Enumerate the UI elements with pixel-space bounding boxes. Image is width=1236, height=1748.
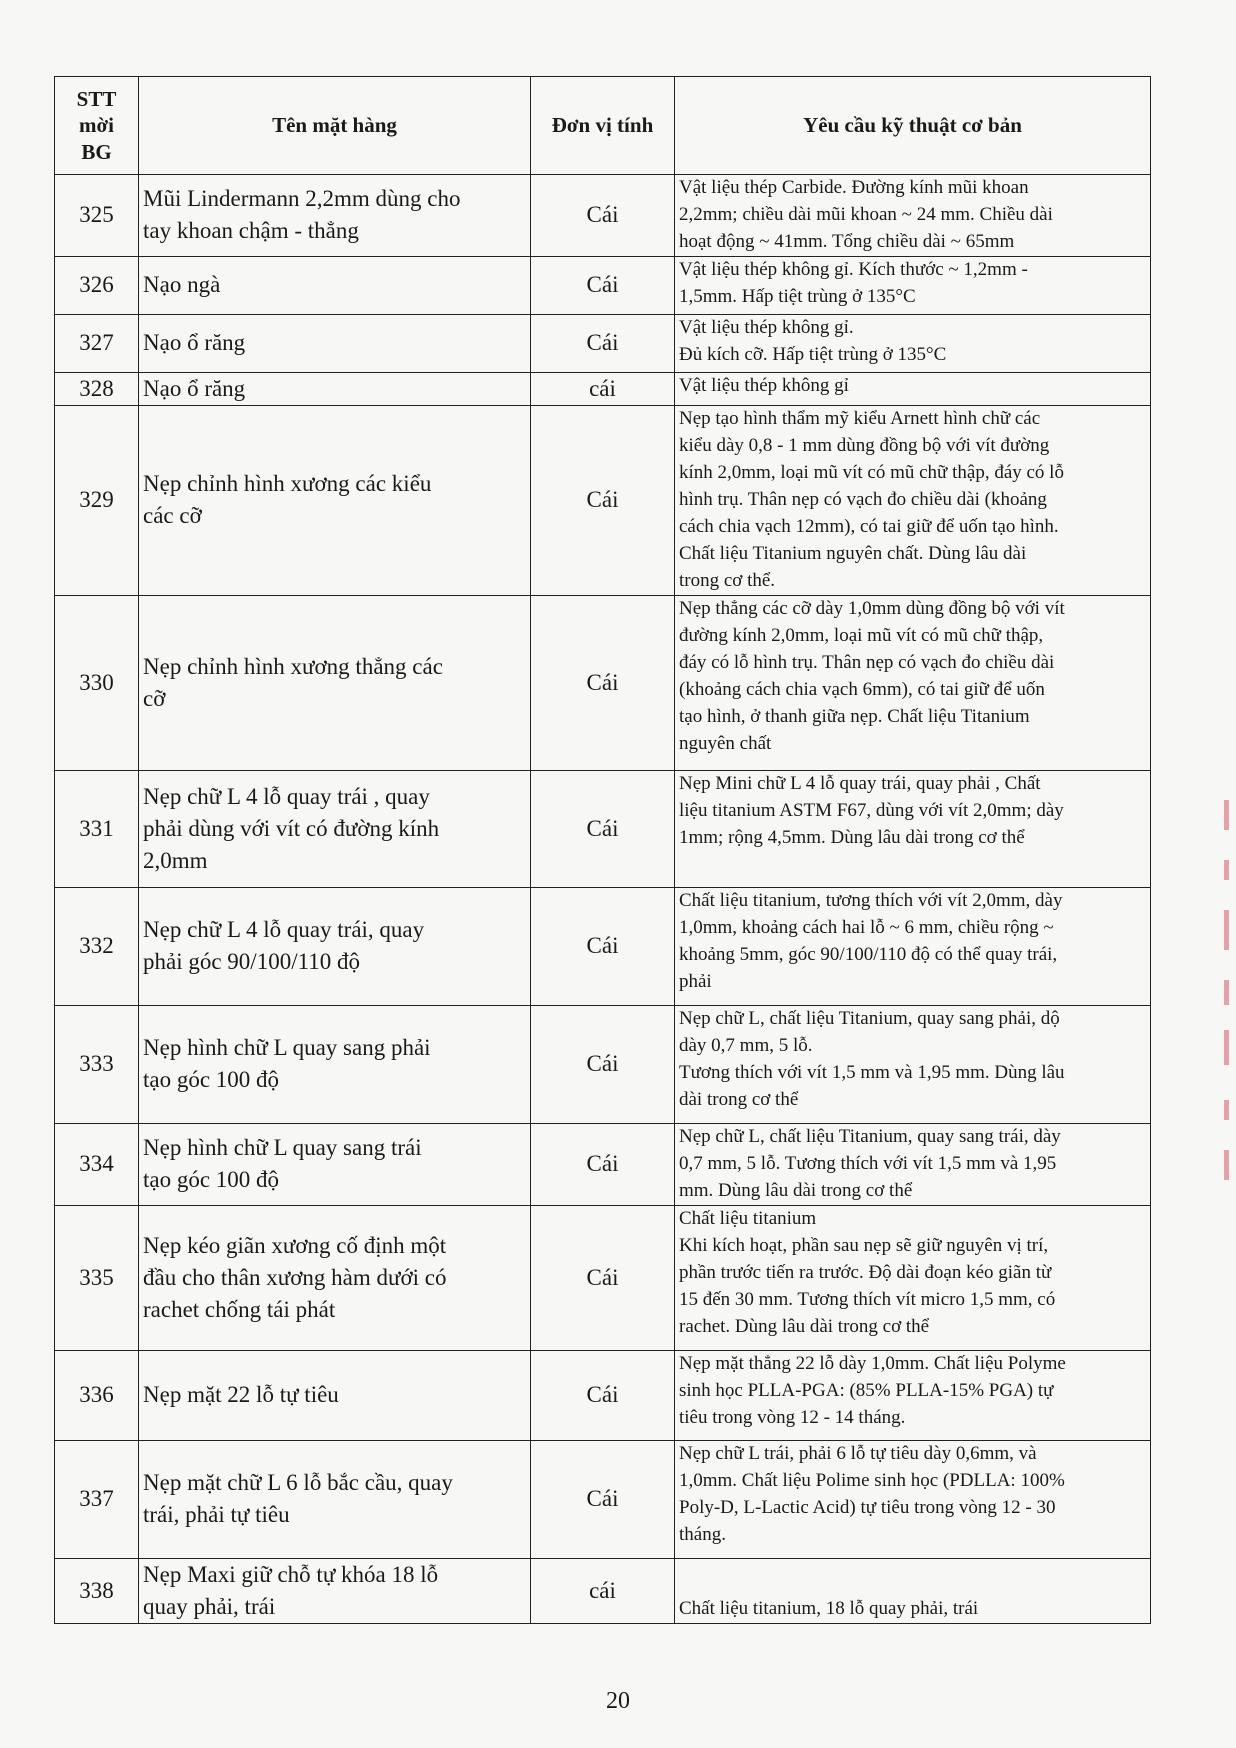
row-stt: 326 bbox=[55, 256, 139, 314]
row-requirement bbox=[675, 1123, 1151, 1205]
table-row bbox=[55, 595, 1151, 770]
row-unit: Cái bbox=[531, 314, 675, 372]
edge-stamp-marks bbox=[1224, 800, 1232, 1200]
table-row bbox=[55, 887, 1151, 1005]
item-name-line: rachet chống tái phát bbox=[143, 1296, 336, 1322]
requirement-line: cách chia vạch 12mm), có tai giữ để uốn tạo hình. bbox=[679, 515, 1059, 537]
row-unit: Cái bbox=[531, 1350, 675, 1440]
row-unit: Cái bbox=[531, 256, 675, 314]
row-requirement bbox=[675, 1558, 1151, 1623]
requirement-line: 2,2mm; chiều dài mũi khoan ~ 24 mm. Chiều dài bbox=[679, 203, 1053, 225]
requirement-line: Nẹp chữ L trái, phải 6 lỗ tự tiêu dày 0,6mm, và bbox=[679, 1442, 1037, 1464]
requirement-line: Nẹp thẳng các cỡ dày 1,0mm dùng đồng bộ với vít bbox=[679, 597, 1065, 619]
requirement-line: tiêu trong vòng 12 - 14 tháng. bbox=[679, 1406, 906, 1428]
requirement-line: Nẹp chữ L, chất liệu Titanium, quay sang trái, dày bbox=[679, 1125, 1061, 1147]
row-item-name bbox=[139, 1440, 531, 1558]
requirement-line: phần trước tiến ra trước. Độ dài đoạn kéo giãn từ bbox=[679, 1261, 1052, 1283]
requirement-line: liệu titanium ASTM F67, dùng với vít 2,0mm; dày bbox=[679, 799, 1064, 821]
requirement-line: Vật liệu thép không gỉ. Kích thước ~ 1,2mm - bbox=[679, 258, 1028, 280]
row-requirement bbox=[675, 406, 1151, 596]
row-item-name bbox=[139, 595, 531, 770]
table-row bbox=[55, 406, 1151, 596]
item-name-line: đầu cho thân xương hàm dưới có bbox=[143, 1264, 447, 1290]
row-stt: 327 bbox=[55, 314, 139, 372]
requirement-line: (khoảng cách chia vạch 6mm), có tai giữ để uốn bbox=[679, 678, 1045, 700]
requirement-line: Poly-D, L-Lactic Acid) tự tiêu trong vòng 12 - 30 bbox=[679, 1496, 1056, 1518]
row-requirement bbox=[675, 770, 1151, 887]
item-name-line: Nẹp chỉnh hình xương các kiểu bbox=[143, 471, 432, 497]
table-header-row bbox=[55, 77, 1151, 175]
table-row bbox=[55, 1005, 1151, 1123]
row-stt: 328 bbox=[55, 372, 139, 405]
item-name-line: Nẹp chữ L 4 lỗ quay trái, quay bbox=[143, 917, 425, 943]
item-name-line: quay phải, trái bbox=[143, 1593, 276, 1619]
header-name: Tên mặt hàng bbox=[139, 77, 531, 175]
requirement-line: Chất liệu titanium, 18 lỗ quay phải, trái bbox=[679, 1598, 979, 1620]
requirement-line: Nẹp mặt thẳng 22 lỗ dày 1,0mm. Chất liệu Polyme bbox=[679, 1352, 1066, 1374]
row-stt: 337 bbox=[55, 1440, 139, 1558]
row-item-name bbox=[139, 1205, 531, 1350]
table-row bbox=[55, 770, 1151, 887]
item-name-line: Nẹp hình chữ L quay sang phải bbox=[143, 1035, 431, 1061]
row-unit: cái bbox=[531, 1558, 675, 1623]
requirement-line: sinh học PLLA-PGA: (85% PLLA-15% PGA) tự bbox=[679, 1379, 1054, 1401]
row-unit: Cái bbox=[531, 1205, 675, 1350]
row-unit: Cái bbox=[531, 595, 675, 770]
requirement-line: Vật liệu thép không gỉ bbox=[679, 374, 849, 396]
row-stt: 334 bbox=[55, 1123, 139, 1205]
row-requirement bbox=[675, 372, 1151, 405]
row-requirement bbox=[675, 1440, 1151, 1558]
row-stt: 330 bbox=[55, 595, 139, 770]
row-item-name bbox=[139, 1123, 531, 1205]
requirement-line: rachet. Dùng lâu dài trong cơ thể bbox=[679, 1315, 930, 1337]
row-stt: 333 bbox=[55, 1005, 139, 1123]
row-item-name bbox=[139, 770, 531, 887]
row-item-name bbox=[139, 1558, 531, 1623]
requirement-line: dài trong cơ thể bbox=[679, 1088, 799, 1110]
requirement-line: đường kính 2,0mm, loại mũ vít có mũ chữ thập, bbox=[679, 624, 1044, 646]
item-name-line: tạo góc 100 độ bbox=[143, 1067, 280, 1093]
page-number: 20 bbox=[606, 1688, 630, 1714]
requirement-line: phải bbox=[679, 970, 712, 992]
requirement-line: hoạt động ~ 41mm. Tổng chiều dài ~ 65mm bbox=[679, 230, 1015, 252]
row-unit: Cái bbox=[531, 770, 675, 887]
item-name-line: Nẹp mặt chữ L 6 lỗ bắc cầu, quay bbox=[143, 1470, 453, 1496]
row-requirement bbox=[675, 256, 1151, 314]
table-row bbox=[55, 1440, 1151, 1558]
requirement-line: đáy có lỗ hình trụ. Thân nẹp có vạch đo chiều dài bbox=[679, 651, 1055, 673]
requirement-line: Đủ kích cỡ. Hấp tiệt trùng ở 135°C bbox=[679, 343, 947, 365]
requirement-line: Chất liệu titanium bbox=[679, 1207, 817, 1229]
requirement-line: mm. Dùng lâu dài trong cơ thể bbox=[679, 1179, 913, 1201]
item-name-line: Nẹp hình chữ L quay sang trái bbox=[143, 1135, 422, 1161]
item-name-line: các cỡ bbox=[143, 503, 202, 529]
item-name-line: Nạo ổ răng bbox=[143, 375, 246, 401]
row-item-name bbox=[139, 314, 531, 372]
requirement-line: 1,5mm. Hấp tiệt trùng ở 135°C bbox=[679, 285, 916, 307]
row-unit: Cái bbox=[531, 1005, 675, 1123]
requirement-line: Chất liệu Titanium nguyên chất. Dùng lâu dài bbox=[679, 542, 1027, 564]
item-name-line: tạo góc 100 độ bbox=[143, 1167, 280, 1193]
header-stt: STT mời BG bbox=[55, 77, 139, 175]
item-name-line: cỡ bbox=[143, 685, 166, 711]
table-row bbox=[55, 1123, 1151, 1205]
row-unit: Cái bbox=[531, 887, 675, 1005]
item-name-line: 2,0mm bbox=[143, 847, 208, 873]
item-name-line: trái, phải tự tiêu bbox=[143, 1502, 290, 1528]
requirement-line: kiểu dày 0,8 - 1 mm dùng đồng bộ với vít đường bbox=[679, 435, 1050, 457]
row-stt: 325 bbox=[55, 175, 139, 257]
row-stt: 329 bbox=[55, 406, 139, 596]
requirement-line: Tương thích với vít 1,5 mm và 1,95 mm. Dùng lâu bbox=[679, 1061, 1065, 1083]
requirement-line: kính 2,0mm, loại mũ vít có mũ chữ thập, đáy có lỗ bbox=[679, 462, 1064, 484]
requirement-line: nguyên chất bbox=[679, 732, 772, 754]
item-name-line: Nẹp kéo giãn xương cố định một bbox=[143, 1232, 447, 1258]
table-row bbox=[55, 256, 1151, 314]
row-requirement bbox=[675, 887, 1151, 1005]
row-item-name bbox=[139, 175, 531, 257]
row-item-name bbox=[139, 1350, 531, 1440]
row-item-name bbox=[139, 887, 531, 1005]
table-row bbox=[55, 1205, 1151, 1350]
table-row bbox=[55, 1558, 1151, 1623]
requirement-line: khoảng 5mm, góc 90/100/110 độ có thể quay trái, bbox=[679, 943, 1058, 965]
requirement-line: hình trụ. Thân nẹp có vạch đo chiều dài (khoảng bbox=[679, 489, 1047, 510]
requirement-line: Nẹp tạo hình thẩm mỹ kiểu Arnett hình chữ các bbox=[679, 408, 1041, 430]
row-item-name bbox=[139, 372, 531, 405]
item-name-line: Nẹp Maxi giữ chỗ tự khóa 18 lỗ bbox=[143, 1561, 439, 1587]
requirement-line: 15 đến 30 mm. Tương thích vít micro 1,5 mm, có bbox=[679, 1288, 1056, 1310]
item-name-line: Nẹp chữ L 4 lỗ quay trái , quay bbox=[143, 783, 430, 809]
row-requirement bbox=[675, 595, 1151, 770]
table-row bbox=[55, 175, 1151, 257]
table-row bbox=[55, 1350, 1151, 1440]
row-stt: 332 bbox=[55, 887, 139, 1005]
requirement-line: 1mm; rộng 4,5mm. Dùng lâu dài trong cơ thể bbox=[679, 826, 1025, 848]
requirement-line: Khi kích hoạt, phần sau nẹp sẽ giữ nguyên vị trí, bbox=[679, 1234, 1049, 1256]
requirement-line: 1,0mm. Chất liệu Polime sinh học (PDLLA: 100% bbox=[679, 1469, 1065, 1491]
row-stt: 338 bbox=[55, 1558, 139, 1623]
table-row bbox=[55, 314, 1151, 372]
item-name-line: Nẹp chỉnh hình xương thẳng các bbox=[143, 653, 443, 679]
row-stt: 336 bbox=[55, 1350, 139, 1440]
row-unit: Cái bbox=[531, 406, 675, 596]
row-requirement bbox=[675, 314, 1151, 372]
row-unit: Cái bbox=[531, 1440, 675, 1558]
requirement-line: 0,7 mm, 5 lỗ. Tương thích với vít 1,5 mm và 1,95 bbox=[679, 1152, 1057, 1174]
requirement-line: tạo hình, ở thanh giữa nẹp. Chất liệu Titanium bbox=[679, 705, 1030, 727]
item-name-line: phải dùng với vít có đường kính bbox=[143, 815, 440, 841]
requirement-line: Vật liệu thép Carbide. Đường kính mũi khoan bbox=[679, 177, 1029, 198]
item-name-line: phải góc 90/100/110 độ bbox=[143, 949, 360, 975]
row-requirement bbox=[675, 175, 1151, 257]
item-name-line: Nẹp mặt 22 lỗ tự tiêu bbox=[143, 1382, 339, 1408]
row-item-name bbox=[139, 1005, 531, 1123]
item-name-line: Nạo ngà bbox=[143, 272, 221, 298]
item-name-line: Mũi Lindermann 2,2mm dùng cho bbox=[143, 186, 461, 212]
requirement-line: trong cơ thể. bbox=[679, 569, 776, 591]
row-stt: 331 bbox=[55, 770, 139, 887]
requirement-line: Vật liệu thép không gỉ. bbox=[679, 316, 854, 338]
table-row bbox=[55, 372, 1151, 405]
row-item-name bbox=[139, 406, 531, 596]
table-body bbox=[55, 175, 1151, 1624]
row-unit: cái bbox=[531, 372, 675, 405]
row-item-name bbox=[139, 256, 531, 314]
row-requirement bbox=[675, 1005, 1151, 1123]
requirement-line: Chất liệu titanium, tương thích với vít 2,0mm, dày bbox=[679, 889, 1063, 911]
requirement-line: 1,0mm, khoảng cách hai lỗ ~ 6 mm, chiều rộng ~ bbox=[679, 916, 1054, 938]
header-requirement: Yêu cầu kỹ thuật cơ bản bbox=[675, 77, 1151, 175]
item-name-line: tay khoan chậm - thẳng bbox=[143, 218, 359, 244]
item-name-line: Nạo ổ răng bbox=[143, 330, 246, 356]
requirement-line: dày 0,7 mm, 5 lỗ. bbox=[679, 1034, 813, 1056]
header-unit: Đơn vị tính bbox=[531, 77, 675, 175]
specification-table bbox=[54, 76, 1151, 1624]
requirement-line: tháng. bbox=[679, 1523, 726, 1545]
requirement-line: Nẹp Mini chữ L 4 lỗ quay trái, quay phải , Chất bbox=[679, 772, 1041, 794]
row-requirement bbox=[675, 1205, 1151, 1350]
row-requirement bbox=[675, 1350, 1151, 1440]
requirement-line: Nẹp chữ L, chất liệu Titanium, quay sang phải, dộ bbox=[679, 1007, 1060, 1029]
row-stt: 335 bbox=[55, 1205, 139, 1350]
row-unit: Cái bbox=[531, 1123, 675, 1205]
row-unit: Cái bbox=[531, 175, 675, 257]
